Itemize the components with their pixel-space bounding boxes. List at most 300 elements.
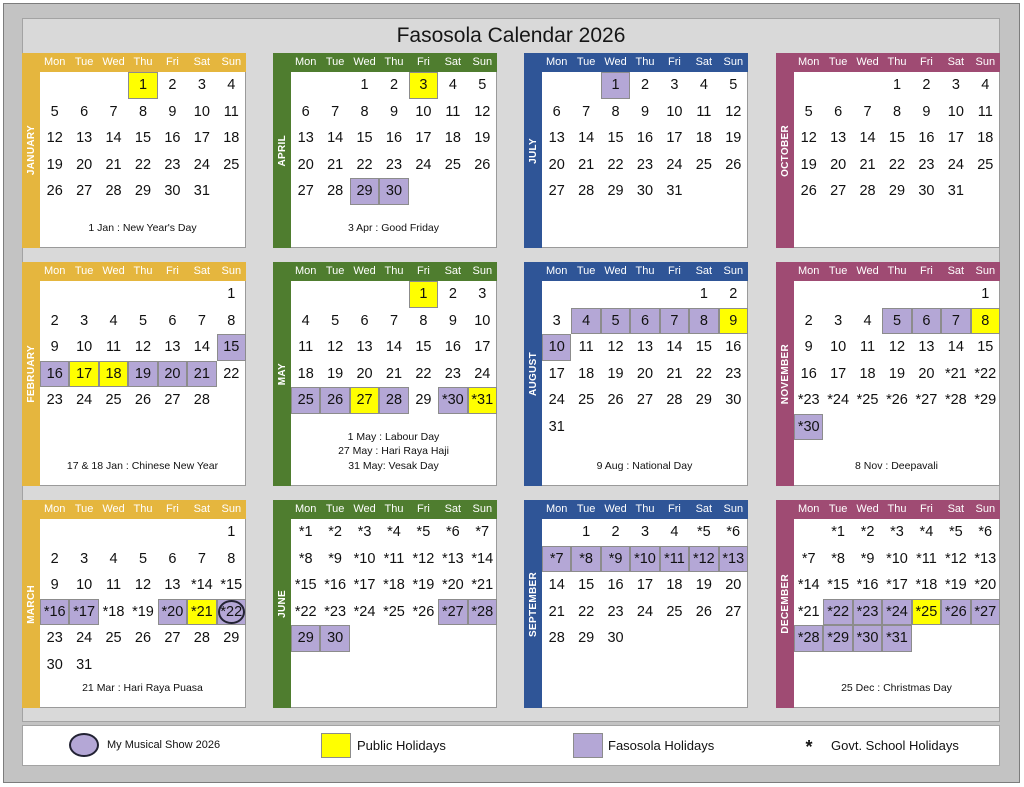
month-name: AUGUST [527, 351, 539, 397]
day-number: 19 [474, 130, 491, 146]
day-number: 9 [448, 312, 457, 329]
day-cell [571, 387, 600, 414]
day-number: *18 [102, 603, 125, 620]
weekday-header [776, 53, 1000, 72]
month-grid [40, 72, 246, 248]
day-number: 10 [830, 339, 847, 355]
day-cell [719, 599, 748, 626]
month-name-strip [273, 500, 291, 708]
month-name-strip [22, 262, 40, 486]
day-number: 23 [46, 392, 63, 408]
day-cell [350, 519, 379, 546]
weekday-label: Tue [325, 265, 345, 277]
day-number: 1 [892, 77, 902, 93]
day-cell [912, 72, 941, 99]
fasosola-holiday-cell [882, 599, 911, 626]
day-number: 16 [800, 365, 817, 382]
day-number: 15 [888, 130, 906, 146]
day-cell [128, 572, 157, 599]
day-cell [217, 125, 246, 152]
day-cell [291, 361, 320, 388]
fasosola-holiday-cell [823, 625, 852, 652]
day-cell [69, 308, 98, 335]
day-number: 25 [223, 156, 240, 173]
day-number: *18 [915, 577, 938, 593]
day-number: *11 [664, 550, 685, 567]
day-number: 26 [800, 183, 817, 199]
day-number: 8 [699, 312, 708, 329]
day-number: 23 [444, 365, 461, 382]
day-number: 30 [636, 183, 654, 199]
day-number: 5 [331, 312, 340, 329]
day-cell [601, 387, 630, 414]
day-number: 20 [830, 156, 847, 173]
day-cell [320, 178, 349, 205]
weekday-header [22, 500, 246, 519]
fasosola-holiday-cell [158, 361, 187, 388]
fasosola-holiday-cell [217, 334, 246, 361]
day-cell [971, 72, 1000, 99]
day-number: 16 [46, 365, 63, 382]
day-cell [320, 99, 349, 126]
day-cell [882, 546, 911, 573]
day-number: 3 [552, 312, 561, 329]
day-number: 8 [981, 312, 990, 329]
holiday-note: 25 Dec : Christmas Day [841, 681, 952, 694]
month-name: NOVEMBER [779, 343, 791, 405]
fasosola-holiday-cell [571, 308, 600, 335]
day-number: 12 [134, 577, 152, 593]
day-cell [217, 361, 246, 388]
day-cell [128, 99, 157, 126]
day-number: *15 [294, 577, 317, 593]
day-number: 7 [863, 103, 872, 120]
day-number: 19 [134, 365, 152, 382]
weekday-label: Wed [604, 56, 627, 68]
day-number: 5 [804, 103, 813, 120]
day-number: 13 [76, 130, 93, 146]
day-number: 1 [981, 286, 990, 302]
day-number: *3 [890, 524, 904, 540]
day-number: 29 [695, 392, 712, 408]
day-number: *26 [944, 603, 967, 620]
day-number: 2 [448, 286, 457, 302]
day-number: *14 [471, 550, 494, 567]
day-cell [40, 125, 69, 152]
weekday-label: Sat [947, 503, 965, 515]
fasosola-holiday-cell [689, 308, 718, 335]
day-cell [438, 281, 467, 308]
legend-bar [22, 725, 1000, 766]
day-number: 3 [80, 312, 89, 329]
day-number: 31 [666, 183, 683, 199]
day-number: 18 [223, 130, 240, 146]
day-number: 16 [164, 130, 181, 146]
day-cell [571, 599, 600, 626]
day-cell [128, 125, 157, 152]
day-number: 22 [578, 603, 595, 620]
day-cell [971, 361, 1000, 388]
day-number: 30 [385, 183, 403, 199]
day-cell [217, 281, 246, 308]
day-cell [40, 652, 69, 679]
day-number: *23 [856, 603, 879, 620]
day-cell [941, 334, 970, 361]
month-may [273, 262, 497, 486]
month-grid [794, 519, 1000, 708]
day-number: *22 [974, 365, 997, 382]
day-cell [660, 125, 689, 152]
holiday-notes [794, 459, 999, 474]
day-cell [794, 599, 823, 626]
weekday-label: Tue [74, 56, 94, 68]
public-holiday-cell [187, 599, 216, 626]
weekday-header [22, 53, 246, 72]
day-cell [291, 308, 320, 335]
day-number: *8 [831, 550, 845, 567]
day-number: 8 [419, 312, 428, 329]
day-cell [128, 546, 157, 573]
fasosola-holiday-cell [601, 72, 630, 99]
day-number: 4 [863, 312, 872, 329]
day-number: 19 [695, 577, 712, 593]
day-number: 28 [859, 183, 876, 199]
weekday-label: Sun [221, 265, 242, 277]
day-cell [291, 152, 320, 179]
month-name: DECEMBER [779, 574, 791, 634]
weekday-label: Mon [546, 56, 568, 68]
holiday-note: 27 May : Hari Raya Haji [338, 445, 449, 457]
day-number: 18 [105, 365, 122, 382]
day-cell [379, 519, 408, 546]
weekday-label: Fri [417, 503, 430, 515]
oval-icon [69, 733, 99, 757]
weekday-label: Wed [856, 503, 879, 515]
day-number: 29 [415, 392, 432, 408]
day-cell [409, 308, 438, 335]
day-number: 27 [830, 183, 847, 199]
day-cell [438, 519, 467, 546]
day-cell [853, 546, 882, 573]
day-cell [99, 308, 128, 335]
day-number: 6 [360, 312, 369, 329]
month-name: MAY [276, 362, 288, 386]
day-number: *5 [948, 524, 963, 540]
weekday-label: Sat [695, 56, 713, 68]
day-cell [320, 519, 349, 546]
day-cell [971, 281, 1000, 308]
weekday-label: Fri [417, 56, 430, 68]
weekday-label: Thu [635, 56, 655, 68]
fasosola-holiday-cell [660, 546, 689, 573]
day-cell [158, 546, 187, 573]
day-cell [40, 152, 69, 179]
day-cell [69, 152, 98, 179]
month-name: FEBRUARY [25, 345, 37, 403]
day-cell [971, 387, 1000, 414]
day-cell [689, 519, 718, 546]
weekday-label: Fri [920, 265, 933, 277]
fasosola-holiday-cell [379, 387, 408, 414]
day-number: 27 [164, 392, 181, 408]
day-cell [689, 99, 718, 126]
day-number: *30 [856, 630, 879, 646]
day-cell [69, 334, 98, 361]
day-number: 29 [134, 183, 152, 199]
day-cell [630, 125, 659, 152]
page-title: Fasosola Calendar 2026 [396, 24, 626, 47]
day-cell [542, 599, 571, 626]
day-number: 14 [666, 339, 683, 355]
month-october [776, 53, 1000, 248]
day-cell [409, 334, 438, 361]
day-number: 21 [666, 365, 683, 382]
day-number: *17 [886, 577, 908, 593]
day-number: 14 [385, 339, 403, 355]
day-number: 8 [360, 103, 369, 120]
fasosola-holiday-cell [320, 387, 349, 414]
day-cell [187, 334, 216, 361]
public-holiday-cell [99, 361, 128, 388]
public-holiday-cell [468, 387, 497, 414]
day-cell [912, 387, 941, 414]
day-number: *21 [471, 577, 494, 593]
day-number: *28 [944, 392, 967, 408]
day-cell [823, 546, 852, 573]
weekday-label: Fri [920, 503, 933, 515]
day-cell [69, 178, 98, 205]
day-number: 25 [578, 392, 595, 408]
day-number: *4 [387, 524, 401, 540]
day-number: 17 [830, 365, 847, 382]
day-cell [69, 546, 98, 573]
day-number: 9 [640, 103, 650, 120]
day-number: 14 [947, 339, 964, 355]
month-november [776, 262, 1000, 486]
day-cell [379, 361, 408, 388]
fasosola-holiday-cell [542, 546, 571, 573]
month-name-strip [524, 500, 542, 708]
day-cell [409, 99, 438, 126]
day-number: *23 [324, 603, 347, 620]
day-number: 20 [297, 156, 314, 173]
day-cell [571, 125, 600, 152]
weekday-label: Thu [133, 265, 153, 277]
weekday-label: Sun [975, 503, 996, 515]
day-number: 26 [134, 392, 152, 408]
day-number: 6 [80, 103, 89, 120]
day-cell [571, 334, 600, 361]
day-number: *20 [441, 577, 464, 593]
day-number: 21 [105, 156, 122, 173]
day-number: 31 [193, 183, 210, 199]
day-number: *2 [860, 524, 875, 540]
day-cell [601, 599, 630, 626]
holiday-note: 17 & 18 Jan : Chinese New Year [66, 459, 219, 472]
public-holidays-legend-label: Public Holidays [357, 738, 446, 753]
day-number: *9 [328, 550, 342, 567]
day-number: 26 [695, 603, 712, 620]
day-cell [350, 334, 379, 361]
day-cell [128, 178, 157, 205]
weekday-label: Tue [576, 265, 596, 277]
day-number: 9 [50, 577, 59, 593]
day-number: 17 [636, 577, 654, 593]
day-cell [291, 572, 320, 599]
day-cell [409, 361, 438, 388]
day-number: 1 [419, 286, 428, 302]
day-number: 23 [46, 630, 63, 646]
day-number: *31 [471, 392, 494, 408]
fasosola-holiday-cell [660, 308, 689, 335]
fasosola-holiday-cell [40, 361, 69, 388]
day-cell [882, 178, 911, 205]
day-cell [99, 152, 128, 179]
day-number: 29 [356, 183, 373, 199]
fasosola-holiday-cell [882, 308, 911, 335]
day-cell [853, 572, 882, 599]
musical-show-cell [217, 599, 246, 626]
day-cell [217, 72, 246, 99]
day-number: 24 [76, 392, 93, 408]
day-cell [468, 152, 497, 179]
day-cell [823, 572, 852, 599]
day-number: 23 [607, 603, 624, 620]
day-cell [794, 308, 823, 335]
weekday-label: Sat [444, 503, 462, 515]
day-cell [719, 99, 748, 126]
day-number: 3 [670, 77, 679, 93]
day-cell [689, 72, 718, 99]
weekday-label: Fri [166, 56, 179, 68]
day-number: 13 [830, 130, 847, 146]
day-number: 8 [138, 103, 148, 120]
weekday-label: Sat [444, 265, 462, 277]
day-number: *28 [471, 603, 494, 620]
day-cell [853, 308, 882, 335]
weekday-label: Sun [472, 56, 493, 68]
day-number: 11 [977, 103, 993, 120]
day-cell [660, 334, 689, 361]
weekday-label: Mon [798, 56, 820, 68]
day-cell [941, 361, 970, 388]
holiday-note: 1 Jan : New Year's Day [88, 221, 197, 234]
day-cell [882, 72, 911, 99]
day-number: 13 [548, 130, 565, 146]
day-number: *12 [944, 550, 967, 567]
day-number: *26 [886, 392, 908, 408]
day-number: 24 [666, 156, 683, 173]
day-number: 5 [478, 77, 487, 93]
day-cell [187, 152, 216, 179]
weekday-label: Mon [798, 503, 820, 515]
day-cell [350, 125, 379, 152]
day-cell [941, 152, 970, 179]
day-cell [689, 152, 718, 179]
day-number: 30 [46, 656, 63, 673]
public-holiday-cell [971, 308, 1000, 335]
day-number: *24 [827, 392, 850, 408]
fasosola-holiday-cell [882, 625, 911, 652]
day-cell [69, 99, 98, 126]
day-cell [719, 387, 748, 414]
day-number: 12 [607, 339, 624, 355]
day-cell [128, 334, 157, 361]
fasosola-holiday-cell [853, 599, 882, 626]
month-january [22, 53, 246, 248]
public-holiday-cell [409, 281, 438, 308]
day-cell [350, 599, 379, 626]
month-name-strip [273, 262, 291, 486]
day-cell [941, 546, 970, 573]
day-number: *27 [974, 603, 997, 620]
weekday-label: Tue [828, 56, 848, 68]
day-cell [217, 152, 246, 179]
day-number: 7 [951, 312, 960, 329]
day-cell [630, 99, 659, 126]
day-number: 12 [800, 130, 817, 146]
day-number: 13 [918, 339, 935, 355]
day-cell [823, 334, 852, 361]
day-number: 24 [474, 365, 491, 382]
day-number: 24 [947, 156, 964, 173]
day-number: 25 [297, 392, 314, 408]
day-number: 21 [578, 156, 595, 173]
day-cell [99, 99, 128, 126]
weekday-label: Mon [295, 56, 317, 68]
day-cell [291, 546, 320, 573]
day-cell [823, 361, 852, 388]
day-number: 2 [640, 77, 650, 93]
day-number: *1 [831, 524, 845, 540]
weekday-header [524, 500, 748, 519]
month-grid [794, 72, 1000, 248]
purple-square-icon [573, 733, 603, 758]
day-number: *5 [696, 524, 711, 540]
day-number: 28 [666, 392, 683, 408]
day-number: *29 [974, 392, 997, 408]
day-number: *17 [353, 577, 376, 593]
day-number: *27 [441, 603, 464, 620]
day-cell [158, 152, 187, 179]
fasosola-holiday-cell [40, 599, 69, 626]
weekday-label: Fri [668, 265, 681, 277]
day-number: *24 [886, 603, 908, 620]
day-number: *14 [190, 577, 213, 593]
day-number: *20 [974, 577, 997, 593]
weekday-label: Mon [44, 265, 66, 277]
day-cell [409, 125, 438, 152]
day-number: 3 [951, 77, 960, 93]
month-grid [40, 281, 246, 486]
day-cell [823, 152, 852, 179]
month-name: OCTOBER [779, 124, 791, 177]
day-number: 28 [548, 630, 565, 646]
day-cell [571, 572, 600, 599]
weekday-label: Sun [472, 503, 493, 515]
day-cell [689, 125, 718, 152]
day-number: *6 [978, 524, 993, 540]
month-name-strip [22, 500, 40, 708]
day-cell [158, 178, 187, 205]
day-number: 2 [168, 77, 177, 93]
weekday-label: Wed [102, 265, 125, 277]
day-cell [438, 334, 467, 361]
weekday-label: Thu [887, 503, 907, 515]
weekday-label: Tue [325, 503, 345, 515]
day-number: 30 [725, 392, 742, 408]
day-number: 11 [298, 339, 314, 355]
